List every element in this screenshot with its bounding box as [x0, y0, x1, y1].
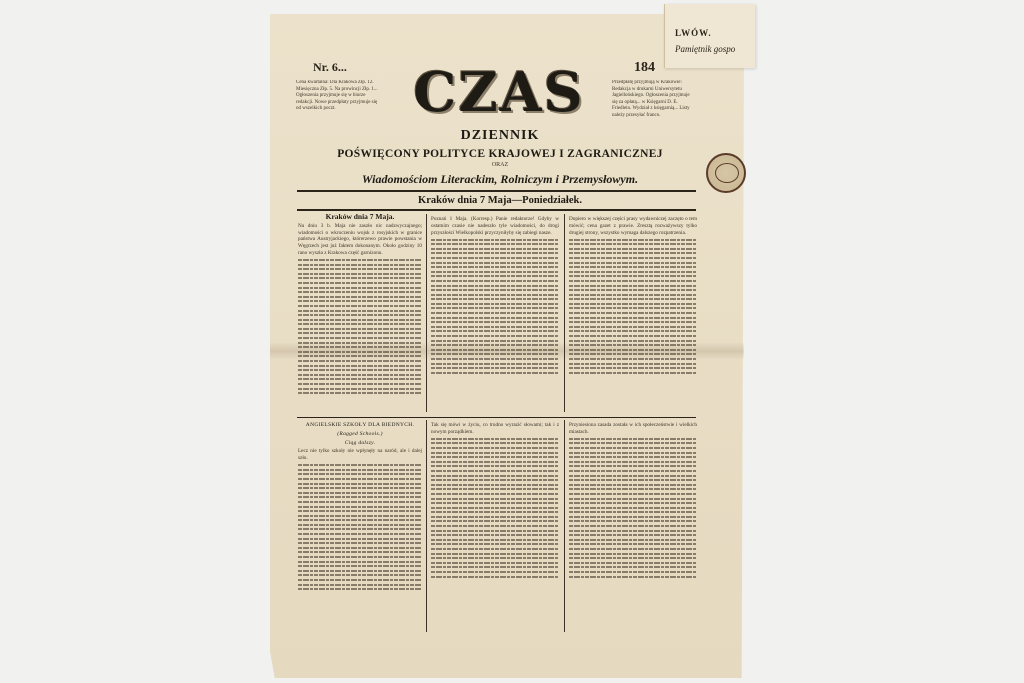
article-heading: Kraków dnia 7 Maja.	[325, 214, 395, 221]
article-column-3	[569, 216, 697, 412]
feuilleton-text: Lecz nie tylko szkoły nie wpłynęły na naród, ale i dalej szło.	[298, 448, 422, 462]
header-rule	[297, 190, 696, 192]
feuilleton-column-3	[569, 422, 697, 632]
feuilleton-column-1	[298, 422, 422, 632]
masthead-oraz: ORAZ	[491, 162, 509, 168]
year: 184	[634, 60, 655, 75]
issue-number: Nr. 6...	[313, 60, 347, 74]
library-label-slip	[664, 4, 755, 68]
library-stamp	[706, 153, 746, 193]
feuilleton-column-2	[431, 422, 559, 632]
article-text: Dopiero w większej części prasy wydawniczej zaczęto o tem mówić; cena gazet z prawie. Zresztą rozważywszy tylko drugiej strony, wszystko wymaga dalszego rozpatrzenia.	[569, 216, 697, 236]
article-column-1	[298, 214, 422, 412]
column-divider	[564, 420, 565, 632]
price-block-right: Przedpłatę przyjmują w Krakowie: Redakcja w drukarni Uniwersytetu Jagiellońskiego. Ogłoszenia przyjmuje się za opłatą... w Księgarni D. E. Friedlein. Wydział z księgarnią... Listy należy przesyłać franco.	[612, 80, 690, 118]
masthead-tagline-secondary: Wiadomościom Literackim, Rolniczym i Przemysłowym.	[361, 172, 639, 186]
masthead-title: CZAS	[413, 60, 585, 124]
article-text: Poznań 1 Maja. (Korresp.) Panie redaktorze! Gdyby w ostatnim czasie nie nadeszło tyle wiadomości, do drogi przyszłości Wielkopolski przyczyniłyby się zabiegi nasze.	[431, 216, 559, 236]
section-rule	[297, 417, 696, 418]
column-divider	[426, 214, 427, 412]
feuilleton-continuation: Ciąg dalszy.	[344, 439, 376, 446]
feuilleton-heading: ANGIELSKIE SZKOŁY DLA BIEDNYCH.	[305, 422, 415, 428]
article-column-2	[431, 216, 559, 412]
label-title: Pamiętnik gospo	[675, 44, 736, 54]
feuilleton-text: Przyniesiona zasada została w ich społeczeństwie i wielkich miastach.	[569, 422, 697, 435]
price-block-left: Cena kwartalna: Dla Krakowa Złp. 12. Miesięczna Złp. 5. Na prowincji Złp. 1... Ogłoszenia przyjmuje się w biurze redakcji. Nowe przedpłaty przyjmuje się od wszelkich poczt.	[296, 80, 378, 111]
masthead-subtitle: DZIENNIK	[460, 128, 540, 143]
dateline-rule	[297, 209, 696, 211]
dateline: Kraków dnia 7 Maja—Poniedziałek.	[418, 195, 582, 206]
column-divider	[426, 420, 427, 632]
column-divider	[564, 214, 565, 412]
feuilleton-text: Tak się mówi w życiu, co trudno wyrazić słowami; tak i z nowym porządkiem.	[431, 422, 559, 435]
masthead-tagline: POŚWIĘCONY POLITYCE KRAJOWEJ I ZAGRANICZNEJ	[337, 148, 663, 160]
article-text: Na dniu 3 b. Maja nie zaszło nic nadzwyczajnego; wiadomości o wkroczeniu wojsk z rosyjskich w granice państwa Austryjackiego, którerzewo prawie powstania w Węgrzech jest już faktem dokonanym. Około godziny 10 rano wyszła z Krakowa część garnizonu.	[298, 222, 422, 256]
label-city: LWÓW.	[675, 28, 712, 38]
feuilleton-subheading: (Ragged Schools.)	[337, 430, 383, 437]
